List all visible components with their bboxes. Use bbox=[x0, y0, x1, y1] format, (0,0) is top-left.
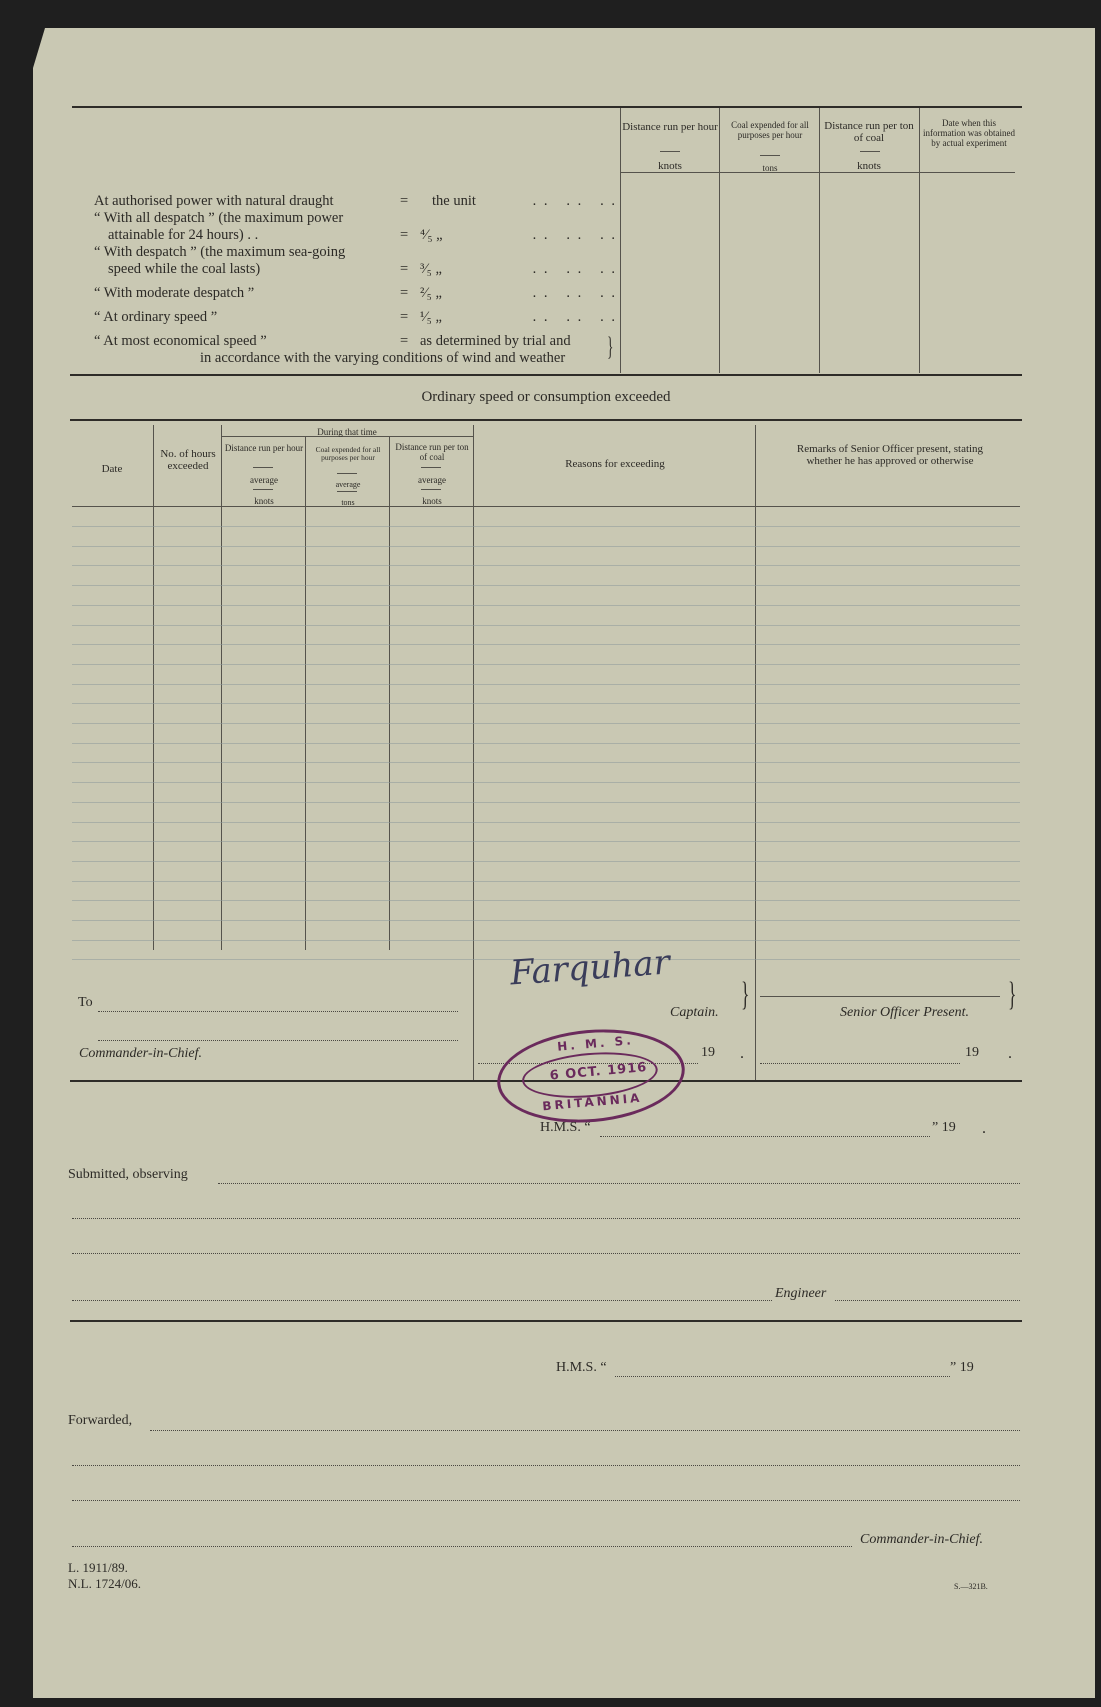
header-knots: knots bbox=[254, 496, 274, 506]
ship-name-line bbox=[600, 1136, 930, 1137]
row-label: “ At most economical speed ” bbox=[94, 333, 267, 349]
header-coal-expended: Coal expended for all purposes per hour bbox=[315, 445, 381, 462]
remarks-line bbox=[72, 1546, 852, 1547]
header-distance-per-ton: Distance run per ton of coal bbox=[824, 120, 914, 144]
col-divider bbox=[919, 108, 920, 373]
ledger-line bbox=[72, 822, 1020, 823]
section-rule bbox=[70, 374, 1022, 376]
commander-label: Commander-in-Chief. bbox=[79, 1046, 202, 1061]
header-unit: knots bbox=[857, 160, 881, 172]
year-label: 19 bbox=[701, 1045, 715, 1060]
header-distance-run: Distance run per hour bbox=[622, 121, 718, 133]
row-label-cont: attainable for 24 hours) . . bbox=[108, 227, 259, 243]
ledger-line bbox=[72, 900, 1020, 901]
header-unit: knots bbox=[658, 160, 682, 172]
ledger-line bbox=[72, 782, 1020, 783]
divider bbox=[253, 489, 273, 490]
period: . bbox=[982, 1120, 986, 1137]
col-divider bbox=[819, 108, 820, 373]
row-label: At authorised power with natural draught bbox=[94, 193, 334, 209]
ledger-line bbox=[72, 743, 1020, 744]
row-equals: = bbox=[400, 309, 409, 325]
header-reasons: Reasons for exceeding bbox=[565, 458, 665, 470]
col-divider bbox=[389, 437, 390, 950]
ledger-line bbox=[72, 940, 1020, 941]
row-value: ³⁄₅ „ bbox=[420, 261, 442, 277]
leader-dots: . . . . . . bbox=[532, 309, 617, 325]
period: . bbox=[740, 1045, 744, 1062]
header-knots: knots bbox=[422, 496, 442, 506]
leader-dots: . . . . . . bbox=[532, 227, 617, 243]
ledger-line bbox=[72, 526, 1020, 527]
row-equals: = bbox=[400, 193, 409, 209]
leader-dots: . . . . . . bbox=[532, 261, 617, 277]
hms-label: H.M.S. “ bbox=[556, 1360, 607, 1375]
brace: } bbox=[1008, 976, 1017, 1013]
remarks-line bbox=[218, 1183, 1020, 1184]
captain-label: Captain. bbox=[670, 1005, 719, 1020]
row-value: ²⁄₅ „ bbox=[420, 285, 442, 301]
ledger-line bbox=[72, 585, 1020, 586]
top-rule bbox=[72, 106, 1022, 108]
section-rule bbox=[70, 419, 1022, 421]
leader-dots: . . . . . . bbox=[532, 285, 617, 301]
row-label: “ With all despatch ” (the maximum power bbox=[94, 210, 344, 226]
hms-label: H.M.S. “ bbox=[540, 1120, 591, 1135]
divider bbox=[421, 467, 441, 468]
stamp-date: 6 OCT. 1916 bbox=[549, 1060, 648, 1084]
forwarded-label: Forwarded, bbox=[68, 1413, 133, 1428]
year-label: ” 19 bbox=[932, 1120, 956, 1135]
captain-signature: Farquhar bbox=[508, 942, 672, 994]
ledger-line bbox=[72, 881, 1020, 882]
ledger-line bbox=[72, 625, 1020, 626]
remarks-line bbox=[72, 1300, 772, 1301]
header-average: average bbox=[418, 475, 446, 485]
row-label: “ With moderate despatch ” bbox=[94, 285, 255, 301]
header-during-that-time: During that time bbox=[317, 427, 377, 437]
header-distance-per-ton: Distance run per ton of coal bbox=[395, 442, 469, 462]
header-coal-expended: Coal expended for all purposes per hour bbox=[731, 120, 809, 140]
row-equals: = bbox=[400, 333, 409, 349]
ref-number: L. 1911/89. bbox=[68, 1560, 128, 1575]
row-value: ⁴⁄₅ „ bbox=[420, 227, 443, 243]
ledger-line bbox=[72, 841, 1020, 842]
leader-dots: . . . . . . bbox=[532, 193, 617, 209]
row-label-cont: in accordance with the varying conditions of wind and weather bbox=[200, 350, 566, 366]
section-title: Ordinary speed or consumption exceeded bbox=[421, 389, 671, 405]
divider bbox=[860, 151, 880, 152]
col-divider bbox=[305, 437, 306, 950]
ledger-line bbox=[72, 644, 1020, 645]
header-remarks: Remarks of Senior Officer present, stating whether he has approved or otherwise bbox=[796, 443, 984, 467]
stamp-bottom: BRITANNIA bbox=[541, 1090, 643, 1114]
ledger-line bbox=[72, 546, 1020, 547]
row-label: “ With despatch ” (the maximum sea-going bbox=[94, 244, 346, 260]
year-label: 19 bbox=[965, 1045, 979, 1060]
ledger-line bbox=[72, 802, 1020, 803]
brace: } bbox=[607, 332, 614, 361]
period: . bbox=[1008, 1045, 1012, 1062]
row-value: as determined by trial and bbox=[420, 333, 571, 349]
remarks-line bbox=[72, 1253, 1020, 1254]
submitted-label: Submitted, observing bbox=[68, 1167, 188, 1182]
row-value: the unit bbox=[432, 193, 476, 209]
header-unit: tons bbox=[762, 163, 778, 173]
col-divider bbox=[153, 425, 154, 950]
row-label: “ At ordinary speed ” bbox=[94, 309, 218, 325]
row-equals: = bbox=[400, 285, 409, 301]
ledger-line bbox=[72, 920, 1020, 921]
row-equals: = bbox=[400, 227, 409, 243]
to-label: To bbox=[78, 995, 93, 1010]
header-distance-run: Distance run per hour bbox=[224, 443, 304, 453]
header-underline bbox=[72, 506, 1020, 507]
ledger-line bbox=[72, 664, 1020, 665]
header-date-info: Date when this information was obtained by actual experiment bbox=[923, 118, 1015, 148]
row-label-cont: speed while the coal lasts) bbox=[108, 261, 261, 277]
header-average: average bbox=[335, 480, 361, 489]
ledger-line bbox=[72, 861, 1020, 862]
to-line bbox=[98, 1011, 458, 1012]
header-tons: tons bbox=[341, 498, 355, 507]
ledger-line bbox=[72, 684, 1020, 685]
ledger-line bbox=[72, 605, 1020, 606]
divider bbox=[337, 491, 357, 492]
remarks-line bbox=[72, 1218, 1020, 1219]
divider bbox=[253, 467, 273, 468]
header-date: Date bbox=[101, 463, 123, 475]
commander-label: Commander-in-Chief. bbox=[860, 1532, 983, 1547]
ledger-line bbox=[72, 723, 1020, 724]
remarks-line bbox=[72, 1465, 1020, 1466]
ledger-line bbox=[72, 703, 1020, 704]
document-page bbox=[33, 28, 1095, 1698]
engineer-line bbox=[835, 1300, 1020, 1301]
senior-line bbox=[760, 996, 1000, 997]
col-divider bbox=[755, 425, 756, 1080]
engineer-label: Engineer bbox=[775, 1286, 827, 1301]
divider bbox=[660, 151, 680, 152]
row-equals: = bbox=[400, 261, 409, 277]
divider bbox=[337, 473, 357, 474]
col-divider bbox=[473, 425, 474, 1080]
date-line bbox=[760, 1063, 960, 1064]
brace: } bbox=[741, 976, 750, 1013]
divider bbox=[760, 155, 780, 156]
senior-officer-label: Senior Officer Present. bbox=[840, 1005, 969, 1020]
header-hours-exceeded: No. of hours exceeded bbox=[160, 448, 216, 472]
col-divider bbox=[620, 108, 621, 373]
ledger-line bbox=[72, 762, 1020, 763]
remarks-line bbox=[150, 1430, 1020, 1431]
col-divider bbox=[221, 425, 222, 950]
row-value: ¹⁄₅ „ bbox=[420, 309, 442, 325]
year-label: ” 19 bbox=[950, 1360, 974, 1375]
ledger-line bbox=[72, 565, 1020, 566]
to-line bbox=[98, 1040, 458, 1041]
form-number: S.—321B. bbox=[954, 1582, 988, 1591]
ref-number: N.L. 1724/06. bbox=[68, 1576, 141, 1591]
col-divider bbox=[719, 108, 720, 373]
divider bbox=[421, 489, 441, 490]
section-rule bbox=[70, 1320, 1022, 1322]
ship-name-line bbox=[615, 1376, 950, 1377]
remarks-line bbox=[72, 1500, 1020, 1501]
header-average: average bbox=[250, 475, 278, 485]
stamp-top: H. M. S. bbox=[556, 1033, 635, 1054]
